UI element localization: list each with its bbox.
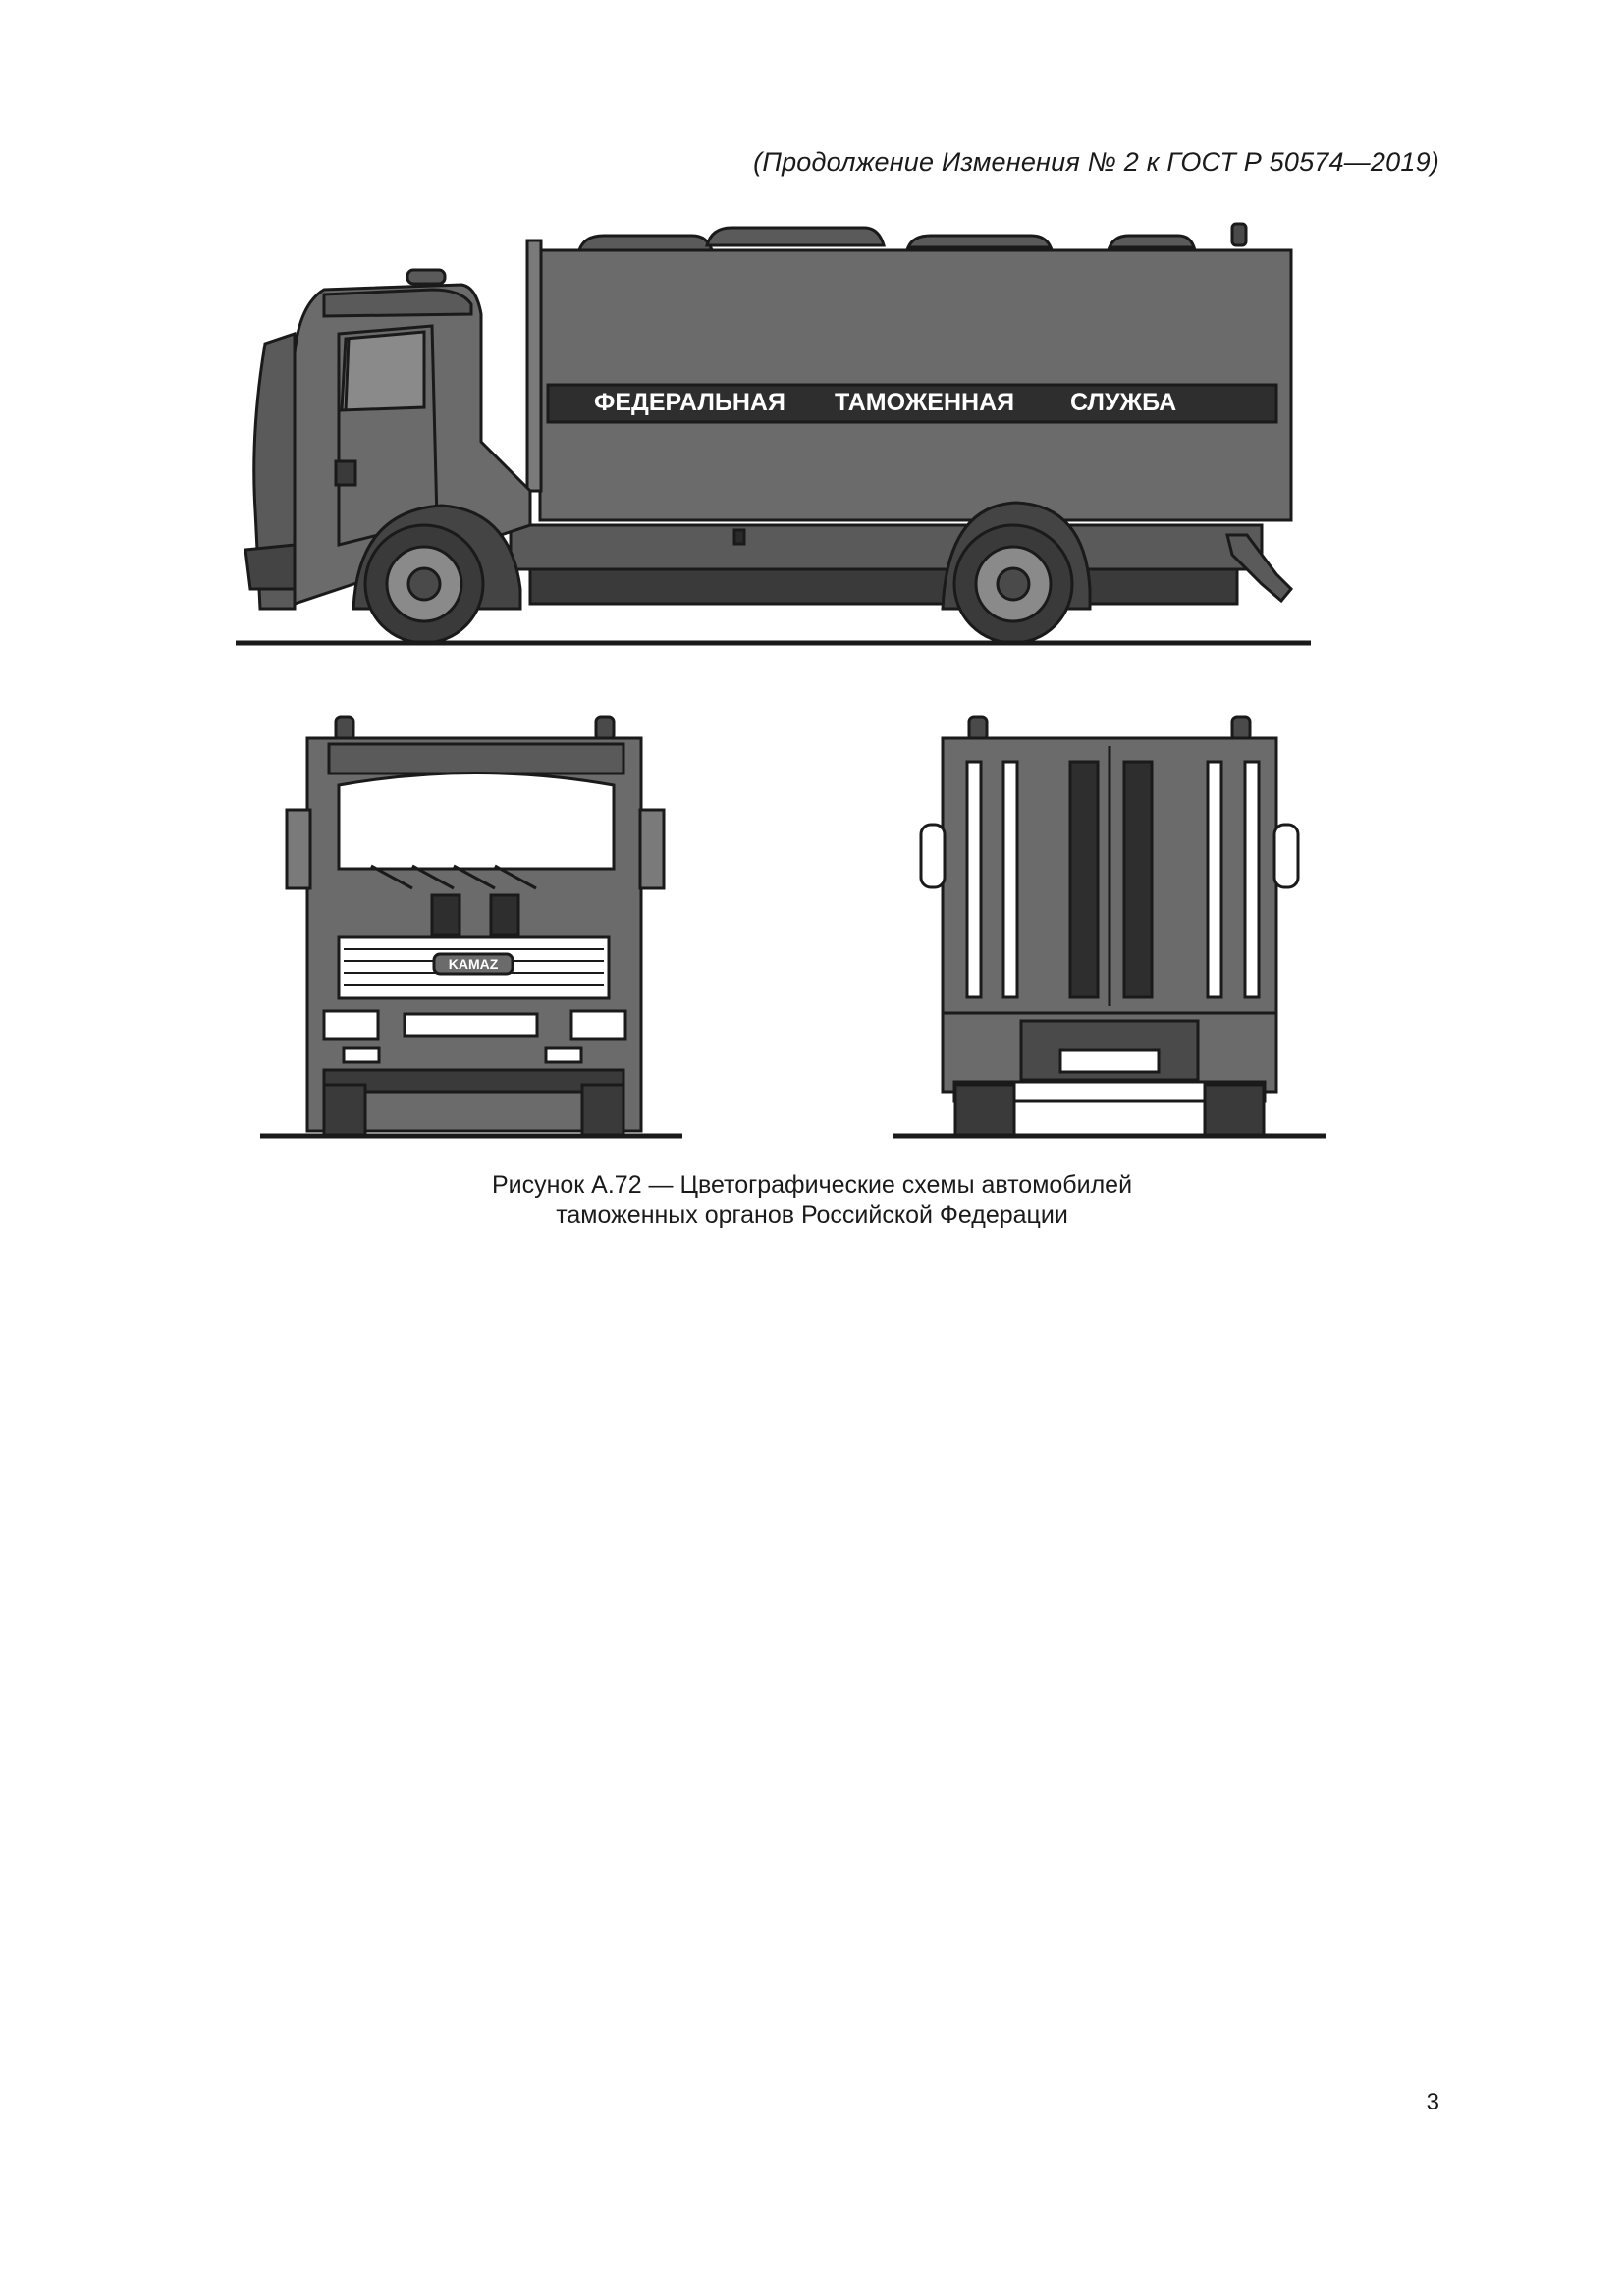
inscription-word-2: ТАМОЖЕННАЯ (835, 389, 1015, 416)
inscription-word-3: СЛУЖБА (1070, 389, 1177, 416)
figure-caption-line-1: Рисунок А.72 — Цветографические схемы автомобилей (491, 1171, 1133, 1199)
grille-badge: KAMAZ (448, 956, 499, 972)
cab-beacon-icon (407, 270, 445, 284)
figure-caption (0, 1170, 1624, 1231)
running-header: (Продолжение Изменения № 2 к ГОСТ Р 50574—2019) (753, 147, 1439, 177)
front-left-beacon-icon (336, 717, 353, 740)
rear-left-beacon-icon (969, 717, 987, 740)
rear-beacon-icon (1232, 224, 1246, 245)
rear-view-truck (921, 717, 1298, 1136)
figure-caption-line-2: таможенных органов Российской Федерации (556, 1201, 1068, 1229)
windshield (339, 774, 614, 870)
page-number: 3 (1426, 2089, 1439, 2115)
left-headlight (324, 1011, 378, 1039)
right-headlight (571, 1011, 625, 1039)
emblem-icon (336, 461, 355, 485)
front-view-truck (287, 717, 664, 1136)
inscription-word-1: ФЕДЕРАЛЬНАЯ (594, 389, 785, 416)
side-view-truck (245, 224, 1291, 643)
rear-right-beacon-icon (1232, 717, 1250, 740)
front-right-beacon-icon (596, 717, 614, 740)
